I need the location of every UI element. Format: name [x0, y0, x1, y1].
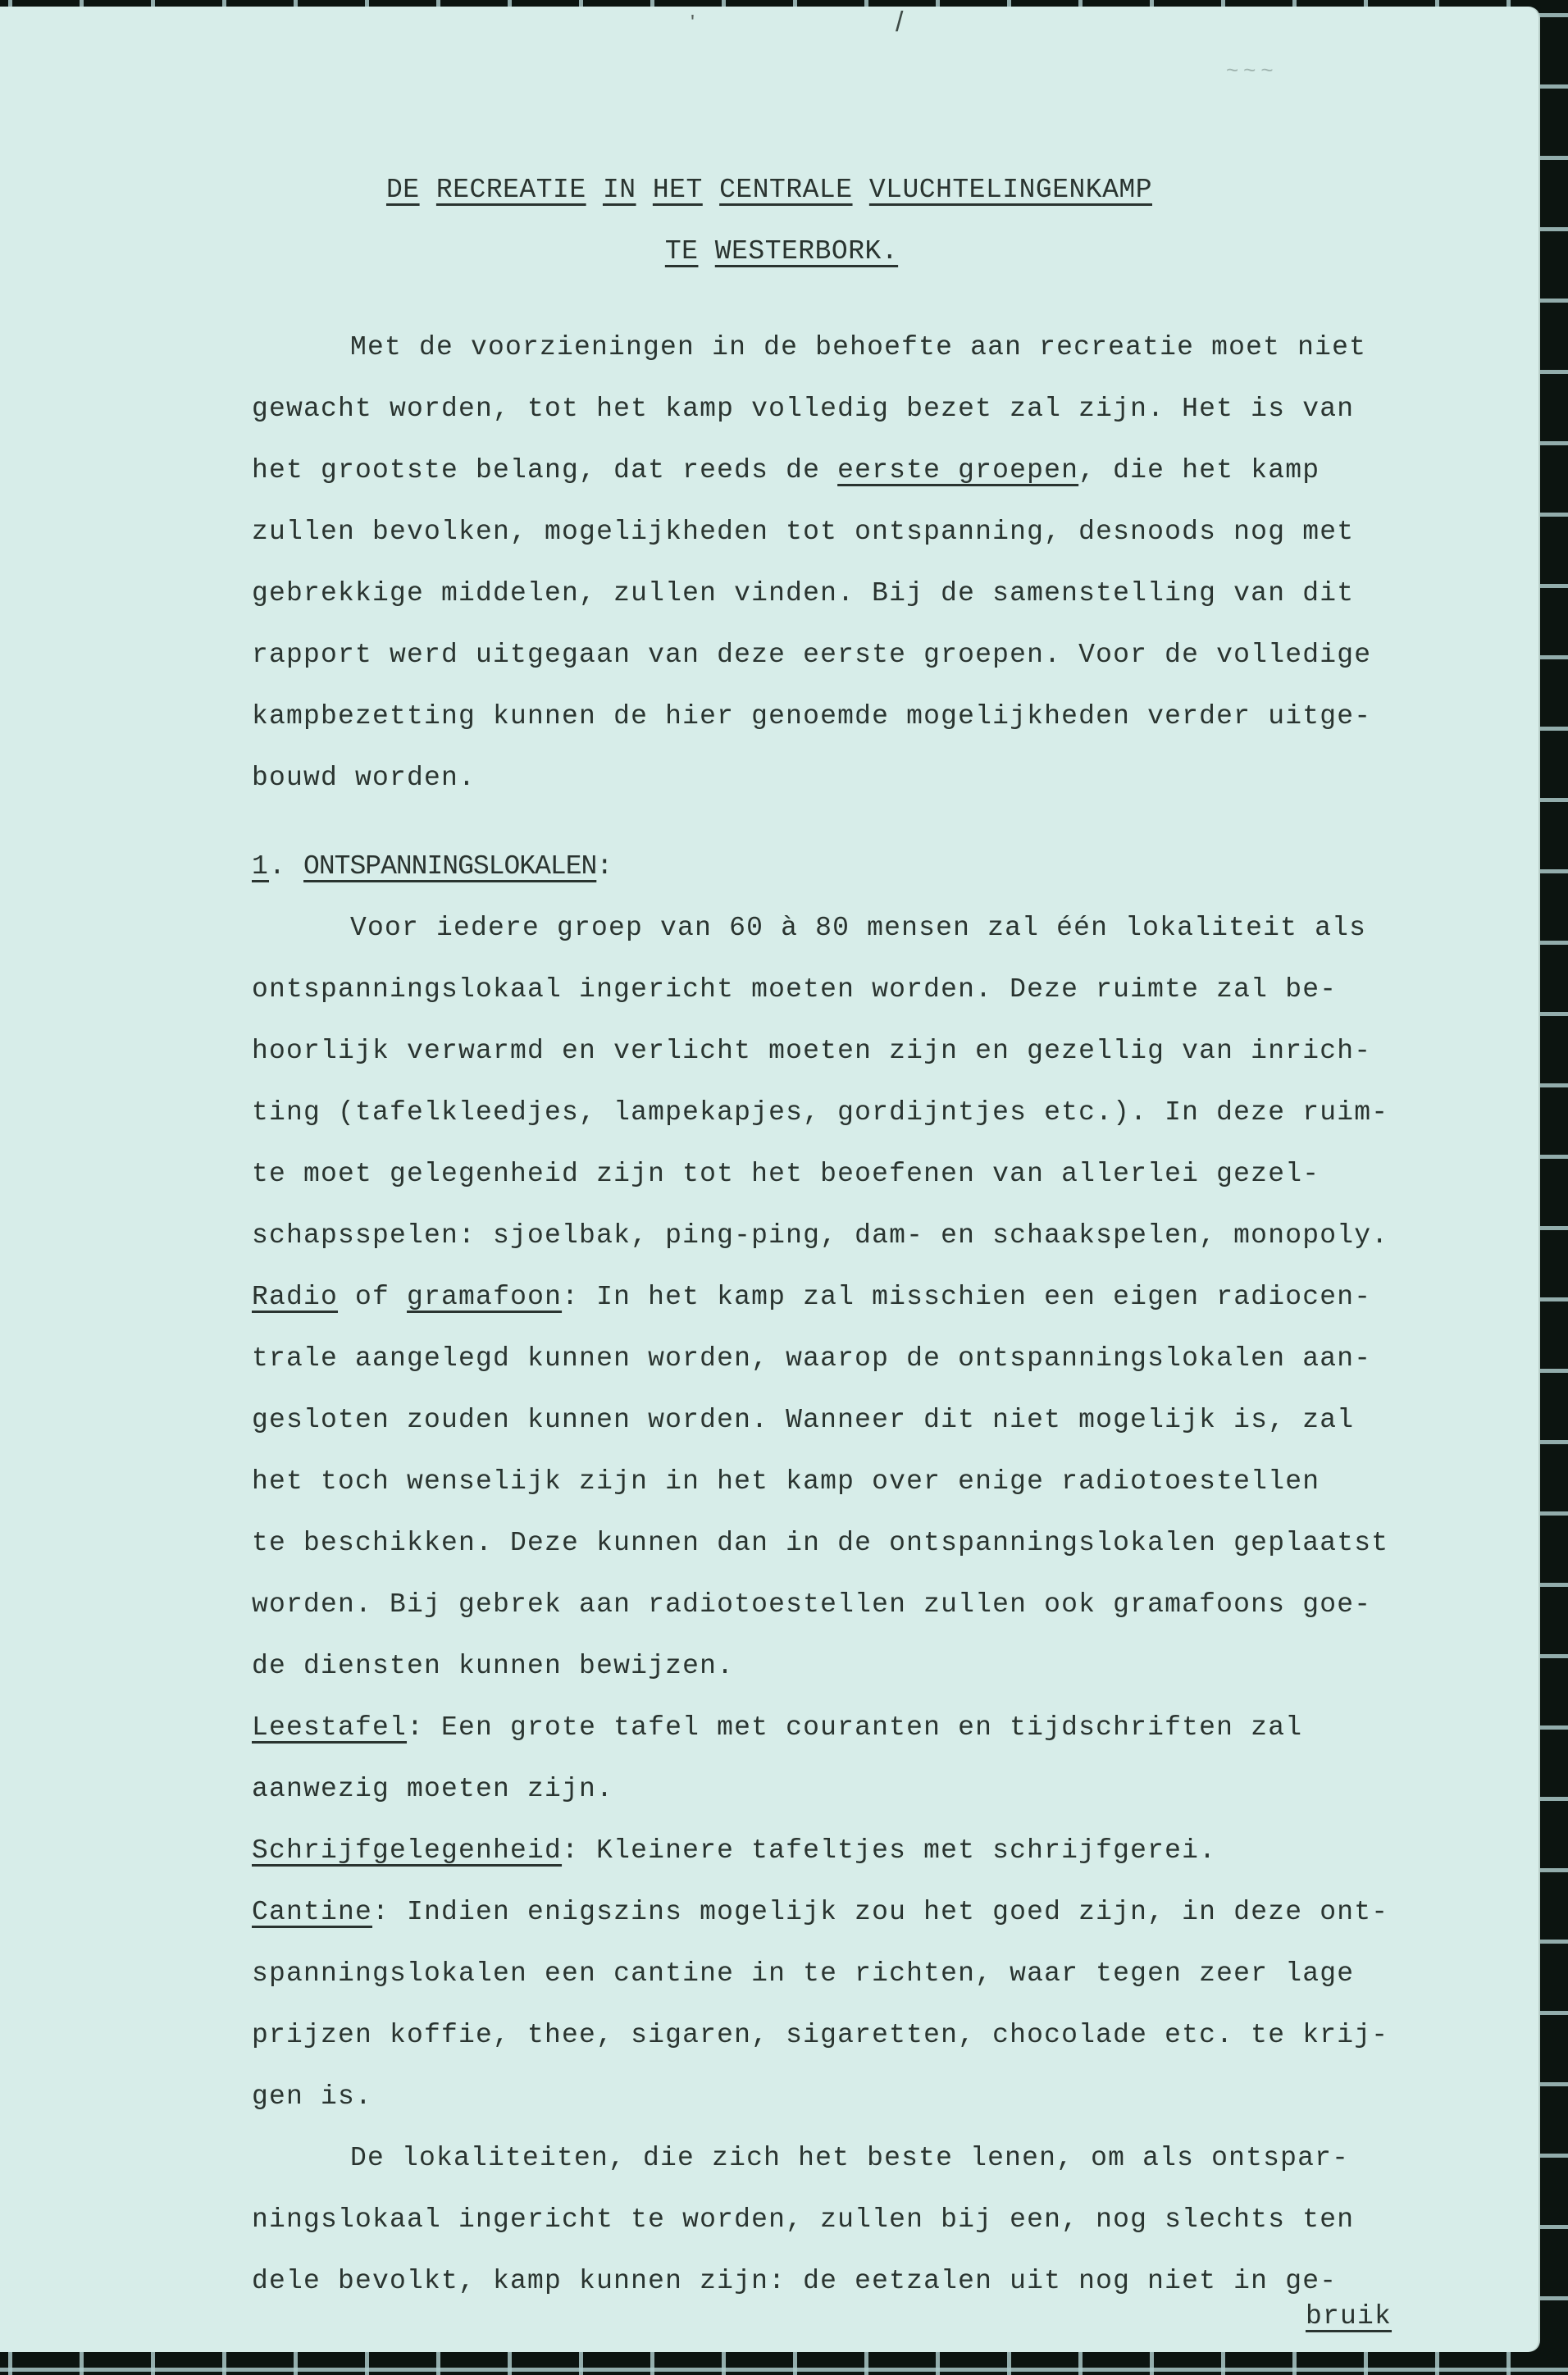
section-title: ONTSPANNINGSLOKALEN: [303, 851, 597, 882]
body-line: ontspanningslokaal ingericht moeten worden. Deze ruimte zal be-: [252, 974, 1338, 1005]
pencil-mark: ~~~: [1226, 57, 1279, 82]
section-heading: [252, 851, 613, 882]
title-word: CENTRALE: [719, 175, 853, 205]
leestafel-paragraph-first-line: [252, 1712, 1302, 1743]
body-line: kampbezetting kunnen de hier genoemde mogelijkheden verder uitge-: [252, 701, 1372, 732]
term-schrijfgelegenheid: Schrijfgelegenheid: [252, 1835, 563, 1866]
term-cantine: Cantine: [252, 1897, 373, 1927]
title-word: DE: [385, 175, 420, 205]
body-line: aanwezig moeten zijn.: [252, 1774, 614, 1804]
body-text: : Een grote tafel met couranten en tijdschriften zal: [407, 1712, 1303, 1743]
body-line: spanningslokalen een cantine in te richten, waar tegen zeer lage: [252, 1958, 1355, 1989]
catchword: bruik: [1306, 2301, 1393, 2332]
body-line: gebrekkige middelen, zullen vinden. Bij de samenstelling van dit: [252, 578, 1355, 609]
title-word: HET: [652, 175, 703, 205]
pencil-mark: ': [691, 10, 696, 34]
underlined-phrase: eerste groepen: [837, 455, 1079, 485]
body-text: het grootste belang, dat reeds de: [252, 455, 838, 485]
section-title-colon: :: [596, 851, 614, 882]
body-text: of: [338, 1282, 408, 1312]
body-line: bouwd worden.: [252, 763, 476, 793]
body-line: gewacht worden, tot het kamp volledig bezet zal zijn. Het is van: [252, 394, 1355, 424]
body-line: ting (tafelkleedjes, lampekapjes, gordijntjes etc.). In deze ruim-: [252, 1097, 1389, 1128]
body-line: zullen bevolken, mogelijkheden tot ontspanning, desnoods nog met: [252, 517, 1355, 547]
body-line: te moet gelegenheid zijn tot het beoefenen van allerlei gezel-: [252, 1159, 1320, 1189]
term-gramafoon: gramafoon: [407, 1282, 563, 1312]
body-line: De lokaliteiten, die zich het beste lenen, om als ontspar-: [350, 2143, 1350, 2173]
title-word: WESTERBORK.: [714, 236, 899, 267]
body-line: ningslokaal ingericht te worden, zullen bij een, nog slechts ten: [252, 2204, 1355, 2235]
cantine-paragraph-first-line: [252, 1897, 1388, 1927]
body-text: : In het kamp zal misschien een eigen radiocen-: [562, 1282, 1372, 1312]
title-word: VLUCHTELINGENKAMP: [868, 175, 1153, 205]
section-number: 1: [252, 851, 270, 882]
body-line: trale aangelegd kunnen worden, waarop de ontspanningslokalen aan-: [252, 1343, 1372, 1374]
title-word: IN: [602, 175, 636, 205]
section-number-dot: .: [269, 851, 287, 882]
body-line: prijzen koffie, thee, sigaren, sigaretten, chocolade etc. te krij-: [252, 2020, 1389, 2050]
typewritten-report: [0, 7, 1538, 2352]
term-leestafel: Leestafel: [252, 1712, 408, 1743]
body-line: [252, 455, 1320, 485]
body-line: Met de voorzieningen in de behoefte aan recreatie moet niet: [350, 332, 1367, 362]
radio-paragraph-first-line: [252, 1282, 1371, 1312]
body-line: schapsspelen: sjoelbak, ping-ping, dam- en schaakspelen, monopoly.: [252, 1220, 1389, 1251]
body-line: rapport werd uitgegaan van deze eerste groepen. Voor de volledige: [252, 640, 1372, 670]
body-text: : Indien enigszins mogelijk zou het goed zijn, in deze ont-: [372, 1897, 1389, 1927]
schrijf-paragraph-line: [252, 1835, 1216, 1866]
body-line: het toch wenselijk zijn in het kamp over enige radiotoestellen: [252, 1466, 1320, 1497]
body-line: gesloten zouden kunnen worden. Wanneer dit niet mogelijk is, zal: [252, 1405, 1355, 1435]
term-radio: Radio: [252, 1282, 339, 1312]
title-word: RECREATIE: [435, 175, 586, 205]
body-text: : Kleinere tafeltjes met schrijfgerei.: [562, 1835, 1217, 1866]
title-word: TE: [664, 236, 699, 267]
body-line: de diensten kunnen bewijzen.: [252, 1651, 735, 1681]
body-text: , die het kamp: [1078, 455, 1320, 485]
document-page: [0, 7, 1538, 2352]
body-line: worden. Bij gebrek aan radiotoestellen zullen ook gramafoons goe-: [252, 1589, 1372, 1620]
body-line: dele bevolkt, kamp kunnen zijn: de eetzalen uit nog niet in ge-: [252, 2266, 1338, 2296]
document-title: [0, 175, 1538, 205]
body-line: gen is.: [252, 2081, 373, 2112]
body-line: te beschikken. Deze kunnen dan in de ontspanningslokalen geplaatst: [252, 1528, 1389, 1558]
body-line: hoorlijk verwarmd en verlicht moeten zijn en gezellig van inrich-: [252, 1036, 1372, 1066]
body-line: Voor iedere groep van 60 à 80 mensen zal één lokaliteit als: [350, 913, 1367, 943]
document-subtitle: [0, 236, 1538, 267]
pencil-mark: /: [896, 7, 905, 38]
